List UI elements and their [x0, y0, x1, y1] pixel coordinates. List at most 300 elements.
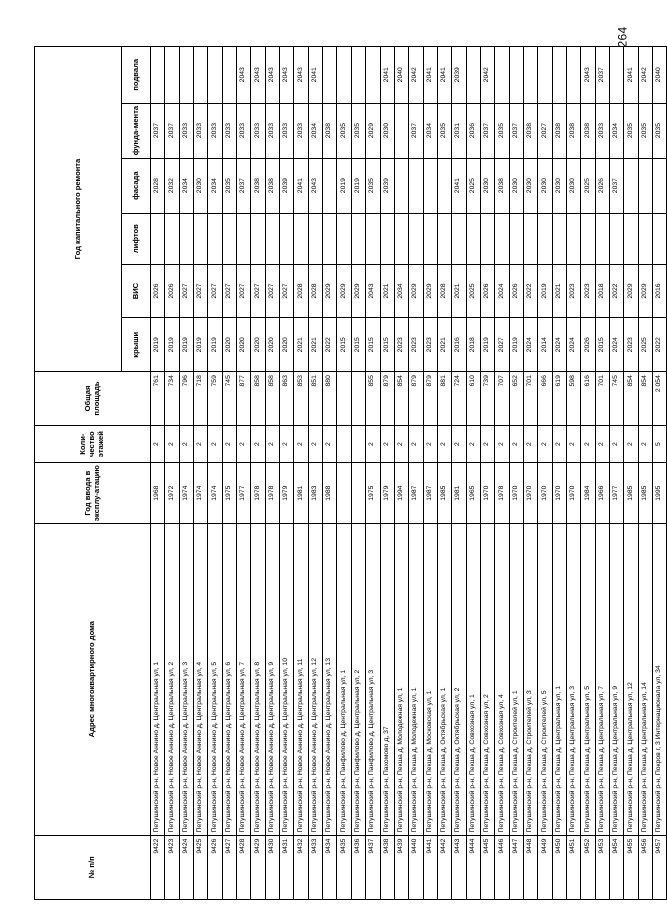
floors-cell: 2 [251, 425, 265, 463]
row-num-cell: 9438 [380, 835, 394, 899]
total-area-cell: 853 [294, 372, 308, 426]
lifts-year-cell [222, 213, 236, 264]
address-cell: Петушинский р-н, Пекша д, Московская ул, 1 [423, 523, 437, 835]
year-built-cell: 1978 [495, 463, 509, 523]
total-area-cell [337, 372, 351, 426]
foundation-year-cell: 2035 [495, 103, 509, 158]
facade-year-cell: 2030 [538, 158, 552, 213]
roof-year-cell: 2021 [437, 318, 451, 372]
vis-year-cell: 2027 [194, 264, 208, 318]
table-row [495, 47, 509, 900]
facade-year-cell: 2034 [208, 158, 222, 213]
address-cell: Петушинский р-н, Новое Аннино д, Центральная ул, 8 [251, 523, 265, 835]
vis-year-cell: 2029 [638, 264, 652, 318]
year-built-cell [337, 463, 351, 523]
roof-year-cell: 2023 [409, 318, 423, 372]
year-built-cell: 1987 [409, 463, 423, 523]
address-cell: Петушинский р-н, Новое Аннино д, Центральная ул, 5 [208, 523, 222, 835]
total-area-cell: 739 [480, 372, 494, 426]
total-area-cell: 855 [366, 372, 380, 426]
basement-year-cell [523, 47, 537, 104]
roof-year-cell: 2023 [394, 318, 408, 372]
roof-year-cell: 2024 [610, 318, 624, 372]
basement-year-cell [351, 47, 365, 104]
total-area-cell: 718 [194, 372, 208, 426]
basement-year-cell [165, 47, 179, 104]
address-cell: Петушинский р-н, Пекша д, Центральная ул, 5 [581, 523, 595, 835]
total-area-cell: 610 [466, 372, 480, 426]
year-built-cell: 1974 [194, 463, 208, 523]
row-num-cell: 9436 [351, 835, 365, 899]
total-area-cell: 619 [552, 372, 566, 426]
roof-year-cell: 2024 [566, 318, 580, 372]
table-row [294, 47, 308, 900]
foundation-year-cell: 2033 [280, 103, 294, 158]
floors-cell: 5 [653, 425, 667, 463]
col-header-basement: подвала [122, 47, 151, 104]
vis-year-cell: 2027 [208, 264, 222, 318]
total-area-cell: 745 [222, 372, 236, 426]
total-area-cell [351, 372, 365, 426]
foundation-year-cell: 2037 [151, 103, 165, 158]
vis-year-cell: 2028 [437, 264, 451, 318]
col-header-floors: Коли-чество этажей [35, 425, 151, 463]
address-cell: Петушинский р-н, Пекша д, Октябрьская ул, 2 [452, 523, 466, 835]
floors-cell: 2 [308, 425, 322, 463]
year-built-cell: 1974 [179, 463, 193, 523]
floors-cell: 2 [366, 425, 380, 463]
foundation-year-cell: 2038 [323, 103, 337, 158]
floors-cell [351, 425, 365, 463]
vis-year-cell: 2027 [179, 264, 193, 318]
roof-year-cell: 2015 [380, 318, 394, 372]
roof-year-cell: 2019 [509, 318, 523, 372]
roof-year-cell: 2024 [552, 318, 566, 372]
vis-year-cell: 2029 [409, 264, 423, 318]
lifts-year-cell [351, 213, 365, 264]
address-cell: Петушинский р-н, Пекша д, Центральная ул, 14 [638, 523, 652, 835]
vis-year-cell: 2019 [538, 264, 552, 318]
table-row [394, 47, 408, 900]
table-row [595, 47, 609, 900]
lifts-year-cell [237, 213, 251, 264]
basement-year-cell: 2042 [480, 47, 494, 104]
floors-cell: 2 [165, 425, 179, 463]
row-num-cell: 9423 [165, 835, 179, 899]
basement-year-cell: 2041 [624, 47, 638, 104]
total-area-cell: 724 [452, 372, 466, 426]
table-row [323, 47, 337, 900]
total-area-cell: 858 [265, 372, 279, 426]
floors-cell: 2 [151, 425, 165, 463]
foundation-year-cell: 2034 [423, 103, 437, 158]
row-num-cell: 9457 [653, 835, 667, 899]
lifts-year-cell [653, 213, 667, 264]
year-built-cell [351, 463, 365, 523]
year-built-cell: 1995 [653, 463, 667, 523]
address-cell: Петушинский р-н, Пекша д, Центральная ул, 9 [610, 523, 624, 835]
lifts-year-cell [308, 213, 322, 264]
table-row [509, 47, 523, 900]
address-cell: Петушинский р-н, Пекша д, Строителей ул, 5 [538, 523, 552, 835]
table-row [538, 47, 552, 900]
total-area-cell: 707 [495, 372, 509, 426]
roof-year-cell: 2021 [294, 318, 308, 372]
facade-year-cell: 2025 [581, 158, 595, 213]
row-num-cell: 9424 [179, 835, 193, 899]
basement-year-cell [179, 47, 193, 104]
facade-year-cell: 2019 [351, 158, 365, 213]
foundation-year-cell: 2036 [466, 103, 480, 158]
lifts-year-cell [638, 213, 652, 264]
foundation-year-cell: 2037 [509, 103, 523, 158]
total-area-cell: 854 [624, 372, 638, 426]
year-built-cell: 1975 [366, 463, 380, 523]
table-row [179, 47, 193, 900]
roof-year-cell: 2026 [581, 318, 595, 372]
housing-register-table [34, 46, 667, 900]
foundation-year-cell: 2038 [523, 103, 537, 158]
lifts-year-cell [366, 213, 380, 264]
basement-year-cell: 2043 [265, 47, 279, 104]
floors-cell: 2 [509, 425, 523, 463]
lifts-year-cell [251, 213, 265, 264]
lifts-year-cell [581, 213, 595, 264]
row-num-cell: 9456 [638, 835, 652, 899]
total-area-cell: 598 [566, 372, 580, 426]
total-area-cell: 881 [437, 372, 451, 426]
lifts-year-cell [265, 213, 279, 264]
facade-year-cell: 2043 [308, 158, 322, 213]
lifts-year-cell [294, 213, 308, 264]
floors-cell: 2 [566, 425, 580, 463]
basement-year-cell: 2042 [409, 47, 423, 104]
lifts-year-cell [165, 213, 179, 264]
roof-year-cell: 2015 [366, 318, 380, 372]
lifts-year-cell [552, 213, 566, 264]
foundation-year-cell [394, 103, 408, 158]
vis-year-cell: 2028 [308, 264, 322, 318]
table-row [165, 47, 179, 900]
row-num-cell: 9442 [437, 835, 451, 899]
roof-year-cell: 2019 [179, 318, 193, 372]
facade-year-cell: 2026 [595, 158, 609, 213]
foundation-year-cell: 2038 [566, 103, 580, 158]
vis-year-cell: 2028 [294, 264, 308, 318]
vis-year-cell: 2021 [552, 264, 566, 318]
roof-year-cell: 2015 [351, 318, 365, 372]
row-num-cell: 9433 [308, 835, 322, 899]
basement-year-cell: 2042 [638, 47, 652, 104]
row-num-cell: 9431 [280, 835, 294, 899]
foundation-year-cell: 2035 [351, 103, 365, 158]
year-built-cell: 1978 [251, 463, 265, 523]
vis-year-cell: 2022 [610, 264, 624, 318]
roof-year-cell: 2022 [323, 318, 337, 372]
total-area-cell: 734 [165, 372, 179, 426]
roof-year-cell: 2014 [538, 318, 552, 372]
floors-cell: 2 [452, 425, 466, 463]
facade-year-cell: 2038 [265, 158, 279, 213]
lifts-year-cell [610, 213, 624, 264]
lifts-year-cell [452, 213, 466, 264]
foundation-year-cell: 2035 [437, 103, 451, 158]
facade-year-cell [653, 158, 667, 213]
foundation-year-cell: 2033 [251, 103, 265, 158]
basement-year-cell [194, 47, 208, 104]
table-row [452, 47, 466, 900]
lifts-year-cell [280, 213, 294, 264]
table-row [610, 47, 624, 900]
vis-year-cell: 2029 [624, 264, 638, 318]
lifts-year-cell [466, 213, 480, 264]
row-num-cell: 9429 [251, 835, 265, 899]
vis-year-cell: 2029 [337, 264, 351, 318]
floors-cell: 2 [437, 425, 451, 463]
address-cell: Петушинский р-н, Новое Аннино д, Центральная ул, 3 [179, 523, 193, 835]
year-built-cell: 1970 [480, 463, 494, 523]
foundation-year-cell: 2038 [552, 103, 566, 158]
facade-year-cell: 2039 [280, 158, 294, 213]
facade-year-cell: 2030 [552, 158, 566, 213]
row-num-cell: 9444 [466, 835, 480, 899]
lifts-year-cell [538, 213, 552, 264]
col-header-num: № п/п [35, 835, 151, 899]
row-num-cell: 9449 [538, 835, 552, 899]
basement-year-cell: 2041 [423, 47, 437, 104]
row-num-cell: 9446 [495, 835, 509, 899]
foundation-year-cell: 2035 [638, 103, 652, 158]
address-cell: Петушинский р-н, Новое Аннино д, Центральная ул, 4 [194, 523, 208, 835]
row-num-cell: 9428 [237, 835, 251, 899]
foundation-year-cell: 2034 [610, 103, 624, 158]
foundation-year-cell: 2037 [165, 103, 179, 158]
facade-year-cell: 2035 [222, 158, 236, 213]
facade-year-cell: 2030 [523, 158, 537, 213]
lifts-year-cell [595, 213, 609, 264]
floors-cell: 2 [222, 425, 236, 463]
row-num-cell: 9434 [323, 835, 337, 899]
address-cell: Петушинский р-н, Пекша д, Центральная ул, 12 [624, 523, 638, 835]
row-num-cell: 9448 [523, 835, 537, 899]
row-num-cell: 9432 [294, 835, 308, 899]
table-row [308, 47, 322, 900]
basement-year-cell [466, 47, 480, 104]
col-header-foundation: фунда-мента [122, 103, 151, 158]
floors-cell: 2 [409, 425, 423, 463]
year-built-cell: 1972 [165, 463, 179, 523]
facade-year-cell: 2034 [179, 158, 193, 213]
total-area-cell: 879 [409, 372, 423, 426]
address-cell: Петушинский р-н, Пекша д, Центральная ул, 3 [566, 523, 580, 835]
table-row [208, 47, 222, 900]
year-built-cell: 1984 [581, 463, 595, 523]
col-header-roof: крыши [122, 318, 151, 372]
year-built-cell: 1979 [380, 463, 394, 523]
roof-year-cell: 2020 [237, 318, 251, 372]
facade-year-cell [409, 158, 423, 213]
facade-year-cell: 2041 [294, 158, 308, 213]
floors-cell: 2 [280, 425, 294, 463]
floors-cell: 2 [495, 425, 509, 463]
foundation-year-cell: 2035 [337, 103, 351, 158]
col-header-year: Год ввода в эксплу-атацию [35, 463, 151, 523]
total-area-cell: 796 [179, 372, 193, 426]
facade-year-cell [323, 158, 337, 213]
table-row [337, 47, 351, 900]
basement-year-cell [509, 47, 523, 104]
foundation-year-cell: 2033 [595, 103, 609, 158]
vis-year-cell: 2029 [423, 264, 437, 318]
address-cell: Петушинский р-н, Пахомово д, 37 [380, 523, 394, 835]
year-built-cell: 1985 [437, 463, 451, 523]
table-row [653, 47, 667, 900]
row-num-cell: 9454 [610, 835, 624, 899]
row-num-cell: 9437 [366, 835, 380, 899]
basement-year-cell: 2041 [380, 47, 394, 104]
table-row [409, 47, 423, 900]
address-cell: Петушинский р-н, Новое Аннино д, Центральная ул, 7 [237, 523, 251, 835]
basement-year-cell [323, 47, 337, 104]
table-row [366, 47, 380, 900]
facade-year-cell: 2030 [566, 158, 580, 213]
roof-year-cell: 2020 [280, 318, 294, 372]
facade-year-cell [423, 158, 437, 213]
basement-year-cell: 2041 [437, 47, 451, 104]
roof-year-cell: 2023 [624, 318, 638, 372]
table-body [151, 47, 667, 900]
floors-cell: 2 [552, 425, 566, 463]
basement-year-cell: 2040 [394, 47, 408, 104]
year-built-cell: 1985 [624, 463, 638, 523]
basement-year-cell [337, 47, 351, 104]
foundation-year-cell: 2035 [653, 103, 667, 158]
row-num-cell: 9439 [394, 835, 408, 899]
roof-year-cell: 2019 [480, 318, 494, 372]
total-area-cell: 877 [237, 372, 251, 426]
basement-year-cell [538, 47, 552, 104]
total-area-cell: 863 [280, 372, 294, 426]
floors-cell: 2 [423, 425, 437, 463]
floors-cell: 2 [179, 425, 193, 463]
vis-year-cell: 2027 [251, 264, 265, 318]
address-cell: Петушинский р-н, Пекша д, Центральная ул, 1 [552, 523, 566, 835]
basement-year-cell: 2041 [308, 47, 322, 104]
facade-year-cell [437, 158, 451, 213]
lifts-year-cell [337, 213, 351, 264]
year-built-cell: 1970 [538, 463, 552, 523]
total-area-cell: 652 [509, 372, 523, 426]
row-num-cell: 9443 [452, 835, 466, 899]
roof-year-cell: 2016 [452, 318, 466, 372]
floors-cell: 2 [394, 425, 408, 463]
total-area-cell: 745 [610, 372, 624, 426]
year-built-cell: 1987 [423, 463, 437, 523]
facade-year-cell: 2032 [165, 158, 179, 213]
foundation-year-cell: 2031 [452, 103, 466, 158]
roof-year-cell: 2018 [466, 318, 480, 372]
foundation-year-cell: 2033 [179, 103, 193, 158]
basement-year-cell: 2043 [237, 47, 251, 104]
table-row [566, 47, 580, 900]
address-cell: Петушинский р-н, Покров г, 3 Интернационала ул, 34 [653, 523, 667, 835]
roof-year-cell: 2019 [194, 318, 208, 372]
foundation-year-cell: 2035 [624, 103, 638, 158]
roof-year-cell: 2019 [165, 318, 179, 372]
basement-year-cell: 2037 [595, 47, 609, 104]
basement-year-cell [366, 47, 380, 104]
roof-year-cell: 2024 [523, 318, 537, 372]
row-num-cell: 9455 [624, 835, 638, 899]
year-built-cell: 1970 [509, 463, 523, 523]
floors-cell: 2 [237, 425, 251, 463]
lifts-year-cell [380, 213, 394, 264]
address-cell: Петушинский р-н, Пекша д, Совхозная ул, 1 [466, 523, 480, 835]
year-built-cell: 1966 [595, 463, 609, 523]
year-built-cell: 1988 [323, 463, 337, 523]
total-area-cell: 858 [251, 372, 265, 426]
facade-year-cell: 2037 [237, 158, 251, 213]
total-area-cell: 880 [323, 372, 337, 426]
address-cell: Петушинский р-н, Пекша д, Молодежная ул, 1 [394, 523, 408, 835]
floors-cell: 2 [380, 425, 394, 463]
row-num-cell: 9435 [337, 835, 351, 899]
total-area-cell: 761 [151, 372, 165, 426]
roof-year-cell: 2015 [595, 318, 609, 372]
vis-year-cell: 2043 [366, 264, 380, 318]
basement-year-cell [208, 47, 222, 104]
lifts-year-cell [566, 213, 580, 264]
row-num-cell: 9427 [222, 835, 236, 899]
address-cell: Петушинский р-н, Новое Аннино д, Центральная ул, 10 [280, 523, 294, 835]
roof-year-cell: 2025 [638, 318, 652, 372]
table-row [265, 47, 279, 900]
basement-year-cell [222, 47, 236, 104]
vis-year-cell: 2026 [165, 264, 179, 318]
foundation-year-cell: 2034 [308, 103, 322, 158]
vis-year-cell: 2025 [466, 264, 480, 318]
address-cell: Петушинский р-н, Пекша д, Центральная ул, 7 [595, 523, 609, 835]
table-row [581, 47, 595, 900]
floors-cell: 2 [265, 425, 279, 463]
roof-year-cell: 2027 [495, 318, 509, 372]
floors-cell: 2 [323, 425, 337, 463]
lifts-year-cell [151, 213, 165, 264]
vis-year-cell: 2022 [523, 264, 537, 318]
row-num-cell: 9450 [552, 835, 566, 899]
address-cell: Петушинский р-н, Новое Аннино д, Центральная ул, 6 [222, 523, 236, 835]
lifts-year-cell [495, 213, 509, 264]
foundation-year-cell: 2030 [380, 103, 394, 158]
row-num-cell: 9451 [566, 835, 580, 899]
total-area-cell: 851 [308, 372, 322, 426]
vis-year-cell: 2026 [509, 264, 523, 318]
year-built-cell: 1978 [265, 463, 279, 523]
vis-year-cell: 2024 [495, 264, 509, 318]
total-area-cell: 879 [423, 372, 437, 426]
table-row [237, 47, 251, 900]
facade-year-cell: 2025 [466, 158, 480, 213]
vis-year-cell: 2027 [222, 264, 236, 318]
basement-year-cell [610, 47, 624, 104]
lifts-year-cell [509, 213, 523, 264]
table-row [151, 47, 165, 900]
floors-cell: 2 [581, 425, 595, 463]
row-num-cell: 9422 [151, 835, 165, 899]
table-row [222, 47, 236, 900]
table-row [552, 47, 566, 900]
vis-year-cell: 2029 [323, 264, 337, 318]
